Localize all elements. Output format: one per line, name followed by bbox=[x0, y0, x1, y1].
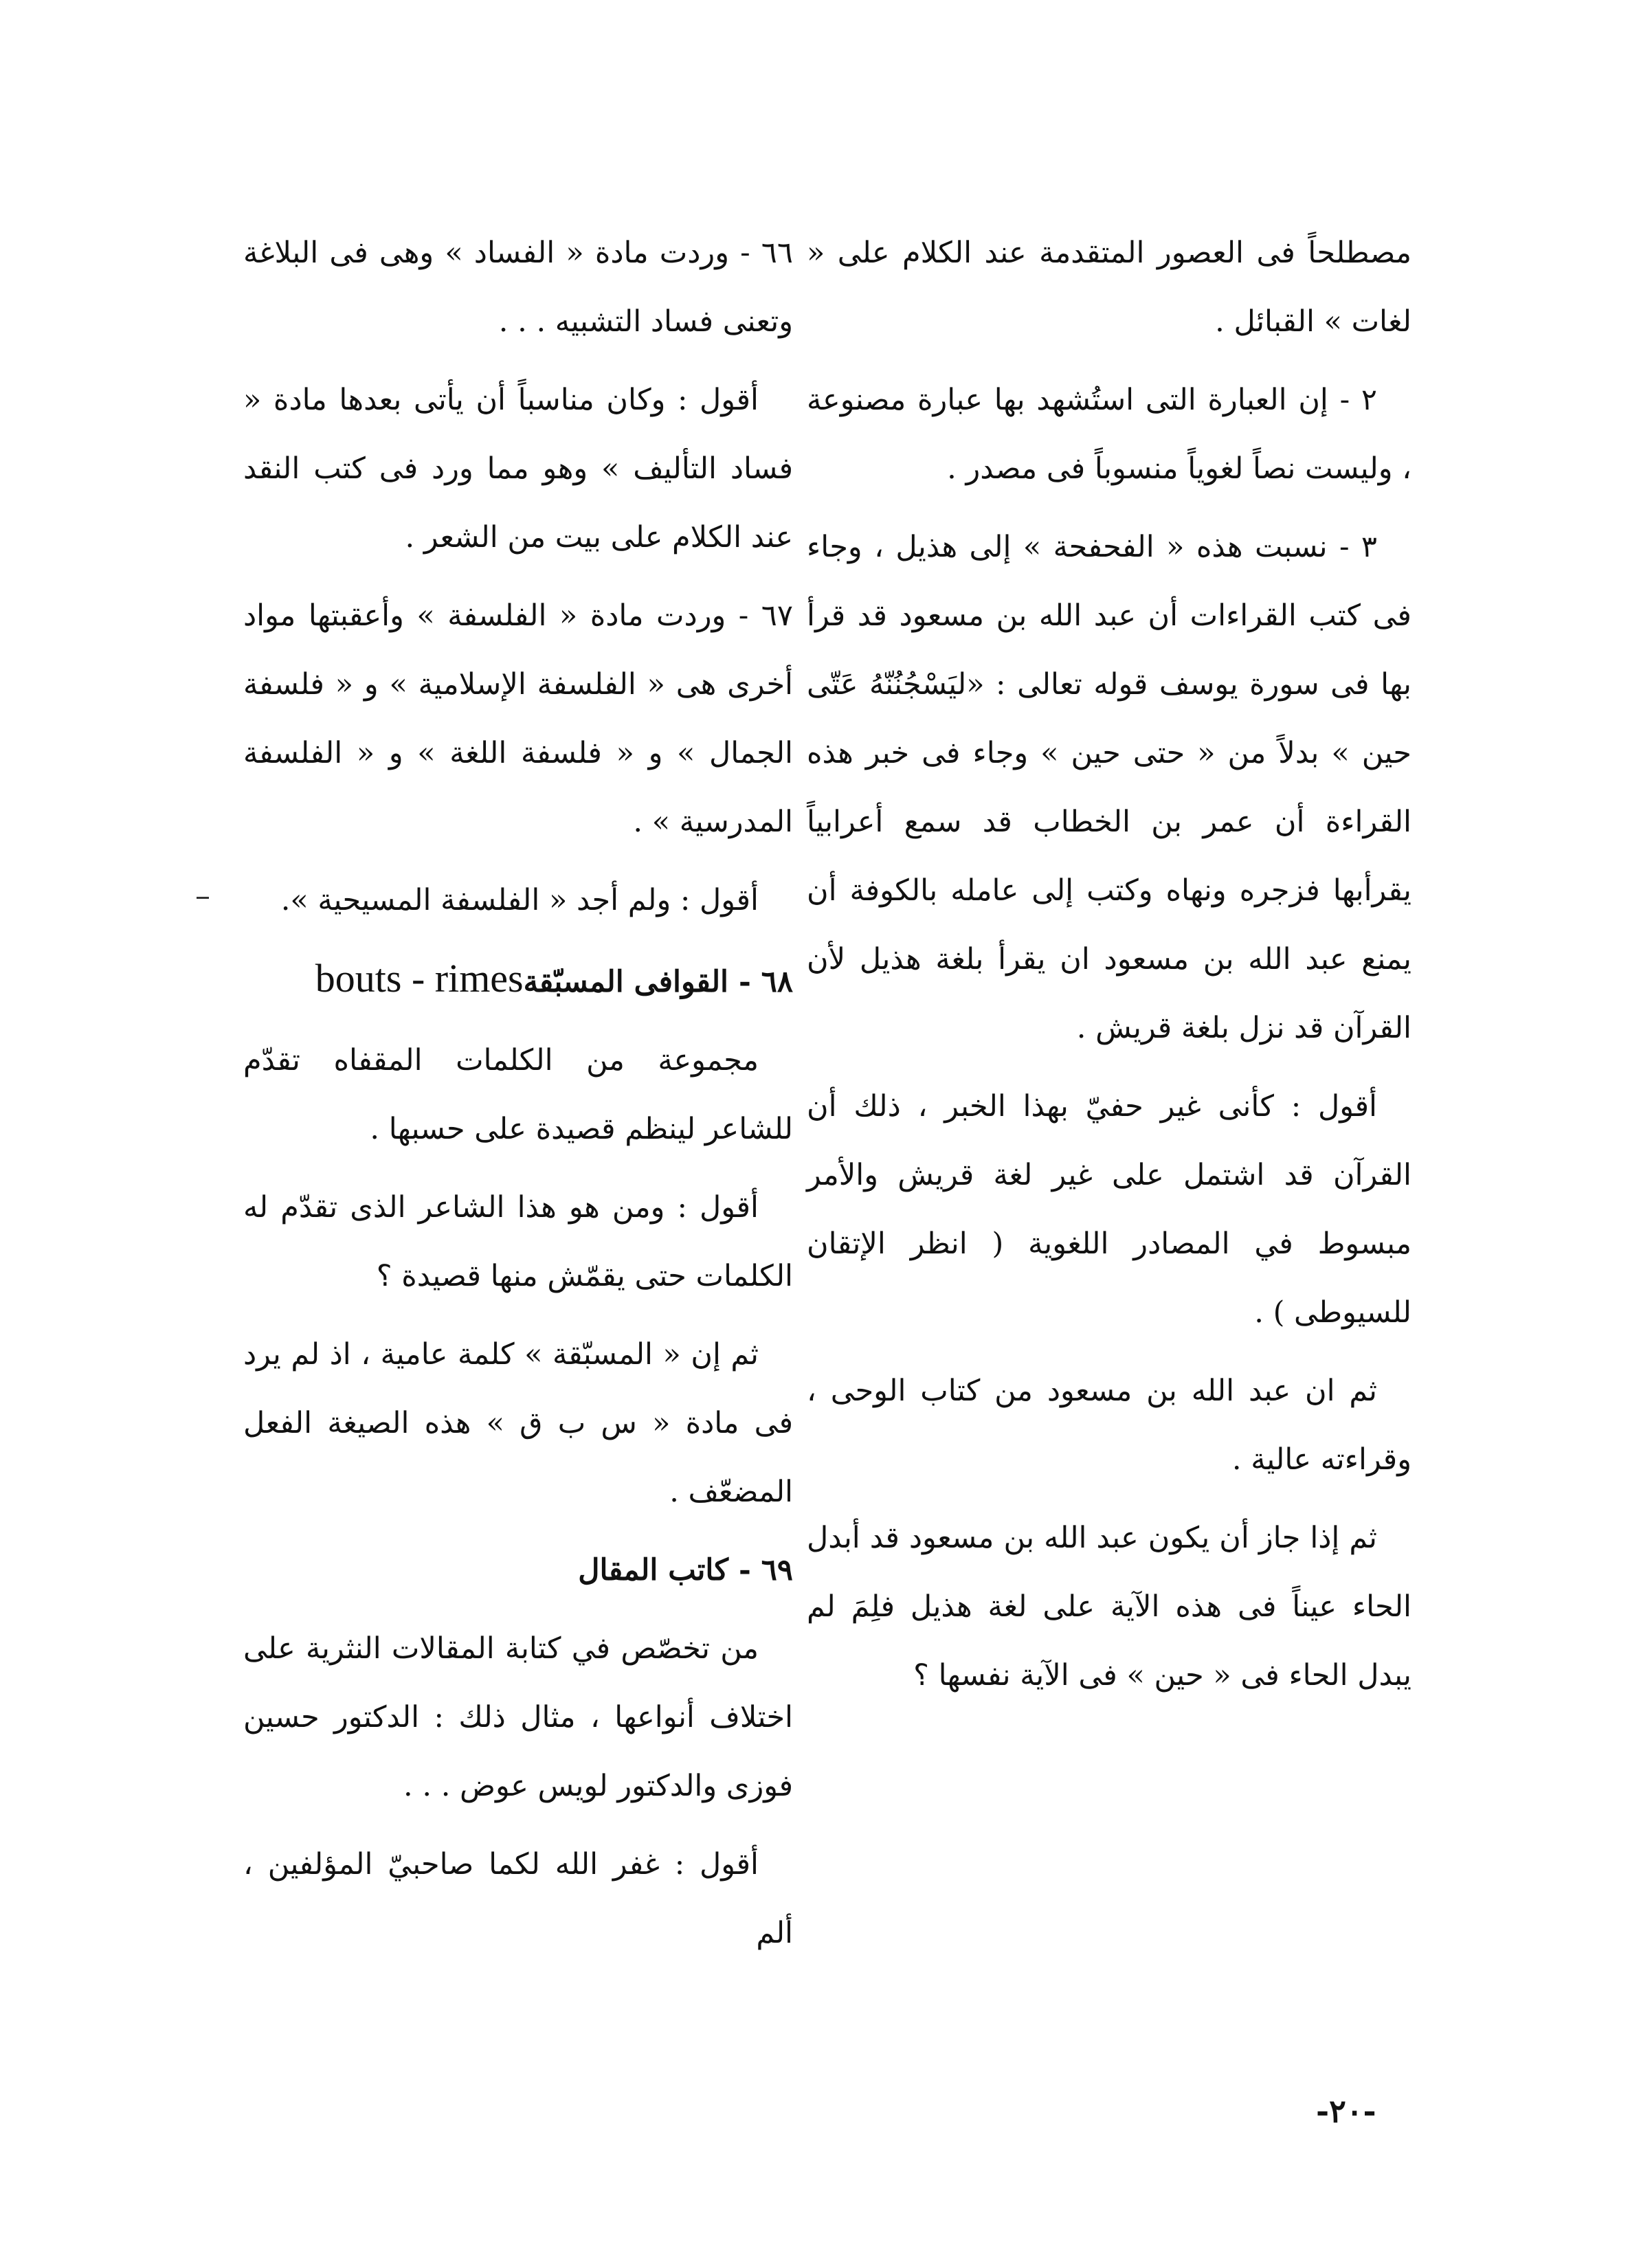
entry-69-heading: ٦٩ - كاتب المقال bbox=[578, 1553, 793, 1587]
entry-68-arabic-title: ٦٨ - القوافى المسبّقة bbox=[523, 965, 793, 999]
paragraph: مصطلحاً فى العصور المتقدمة عند الكلام على « لغات » القبائل . bbox=[807, 236, 1411, 339]
paragraph: أقول : كأنى غير حفيّ بهذا الخبر ، ذلك أن القرآن قد اشتمل على غير لغة قريش والأمر مبسوط في المصادر اللغوية ( انظر الإتقان للسيوطى ) . bbox=[807, 1089, 1411, 1330]
paragraph: من تخصّص في كتابة المقالات النثرية على اختلاف أنواعها ، مثال ذلك : الدكتور حسين فوزى والدكتور لويس عوض . . . bbox=[243, 1631, 793, 1803]
page-number: -٢٠- bbox=[1316, 2093, 1376, 2130]
right-column bbox=[807, 219, 1411, 1719]
entry-68-heading bbox=[243, 944, 793, 1016]
scan-mark bbox=[197, 897, 209, 899]
entry-68-latin-title: bouts - rimes bbox=[315, 956, 524, 1001]
entry-66: ٦٦ - وردت مادة « الفساد » وهى فى البلاغة وتعنى فساد التشبيه . . . bbox=[243, 236, 793, 339]
paragraph: أقول : ولم أجد « الفلسفة المسيحية ». bbox=[280, 883, 759, 917]
paragraph: ٢ - إن العبارة التى استُشهد بها عبارة مصنوعة ، وليست نصاً لغوياً منسوباً فى مصدر . bbox=[807, 383, 1411, 486]
paragraph: ٣ - نسبت هذه « الفحفحة » إلى هذيل ، وجاء فى كتب القراءات أن عبد الله بن مسعود قد قرأ بها فى سورة يوسف قوله تعالى : «ليَسْجُنُنّهُ عَتّى حين » بدلاً من « حتى حين » وجاء فى خبر هذه القراءة أن عمر بن الخطاب قد سمع أعرابياً يقرأبها فزجره ونهاه وكتب إلى عامله بالكوفة أن يمنع عبد الله بن مسعود ان يقرأ بلغة هذيل لأن القرآن قد نزل بلغة قريش . bbox=[807, 530, 1412, 1045]
paragraph: ثم إذا جاز أن يكون عبد الله بن مسعود قد أبدل الحاء عيناً فى هذه الآية على لغة هذيل فلِمَ لم يبدل الحاء فى « حين » فى الآية نفسها ؟ bbox=[807, 1521, 1411, 1693]
left-column bbox=[243, 219, 793, 1977]
entry-67: ٦٧ - وردت مادة « الفلسفة » وأعقبتها مواد أخرى هى « الفلسفة الإسلامية » و « فلسفة الجمال » و « فلسفة اللغة » و « الفلسفة المدرسية » . bbox=[243, 599, 793, 839]
paragraph: أقول : وكان مناسباً أن يأتى بعدها مادة « فساد التأليف » وهو مما ورد فى كتب النقد عند الكلام على بيت من الشعر . bbox=[243, 383, 793, 555]
paragraph: أقول : غفر الله لكما صاحبيّ المؤلفين ، ألم bbox=[243, 1847, 793, 1950]
paragraph: مجموعة من الكلمات المقفاه تقدّم للشاعر لينظم قصيدة على حسبها . bbox=[243, 1043, 793, 1146]
paragraph: ثم ان عبد الله بن مسعود من كتاب الوحى ، وقراءته عالية . bbox=[807, 1374, 1411, 1477]
paragraph: أقول : ومن هو هذا الشاعر الذى تقدّم له الكلمات حتى يقمّش منها قصيدة ؟ bbox=[243, 1190, 793, 1293]
paragraph: ثم إن « المسبّقة » كلمة عامية ، اذ لم يرد فى مادة « س ب ق » هذه الصيغة الفعل المضعّف . bbox=[243, 1337, 793, 1509]
